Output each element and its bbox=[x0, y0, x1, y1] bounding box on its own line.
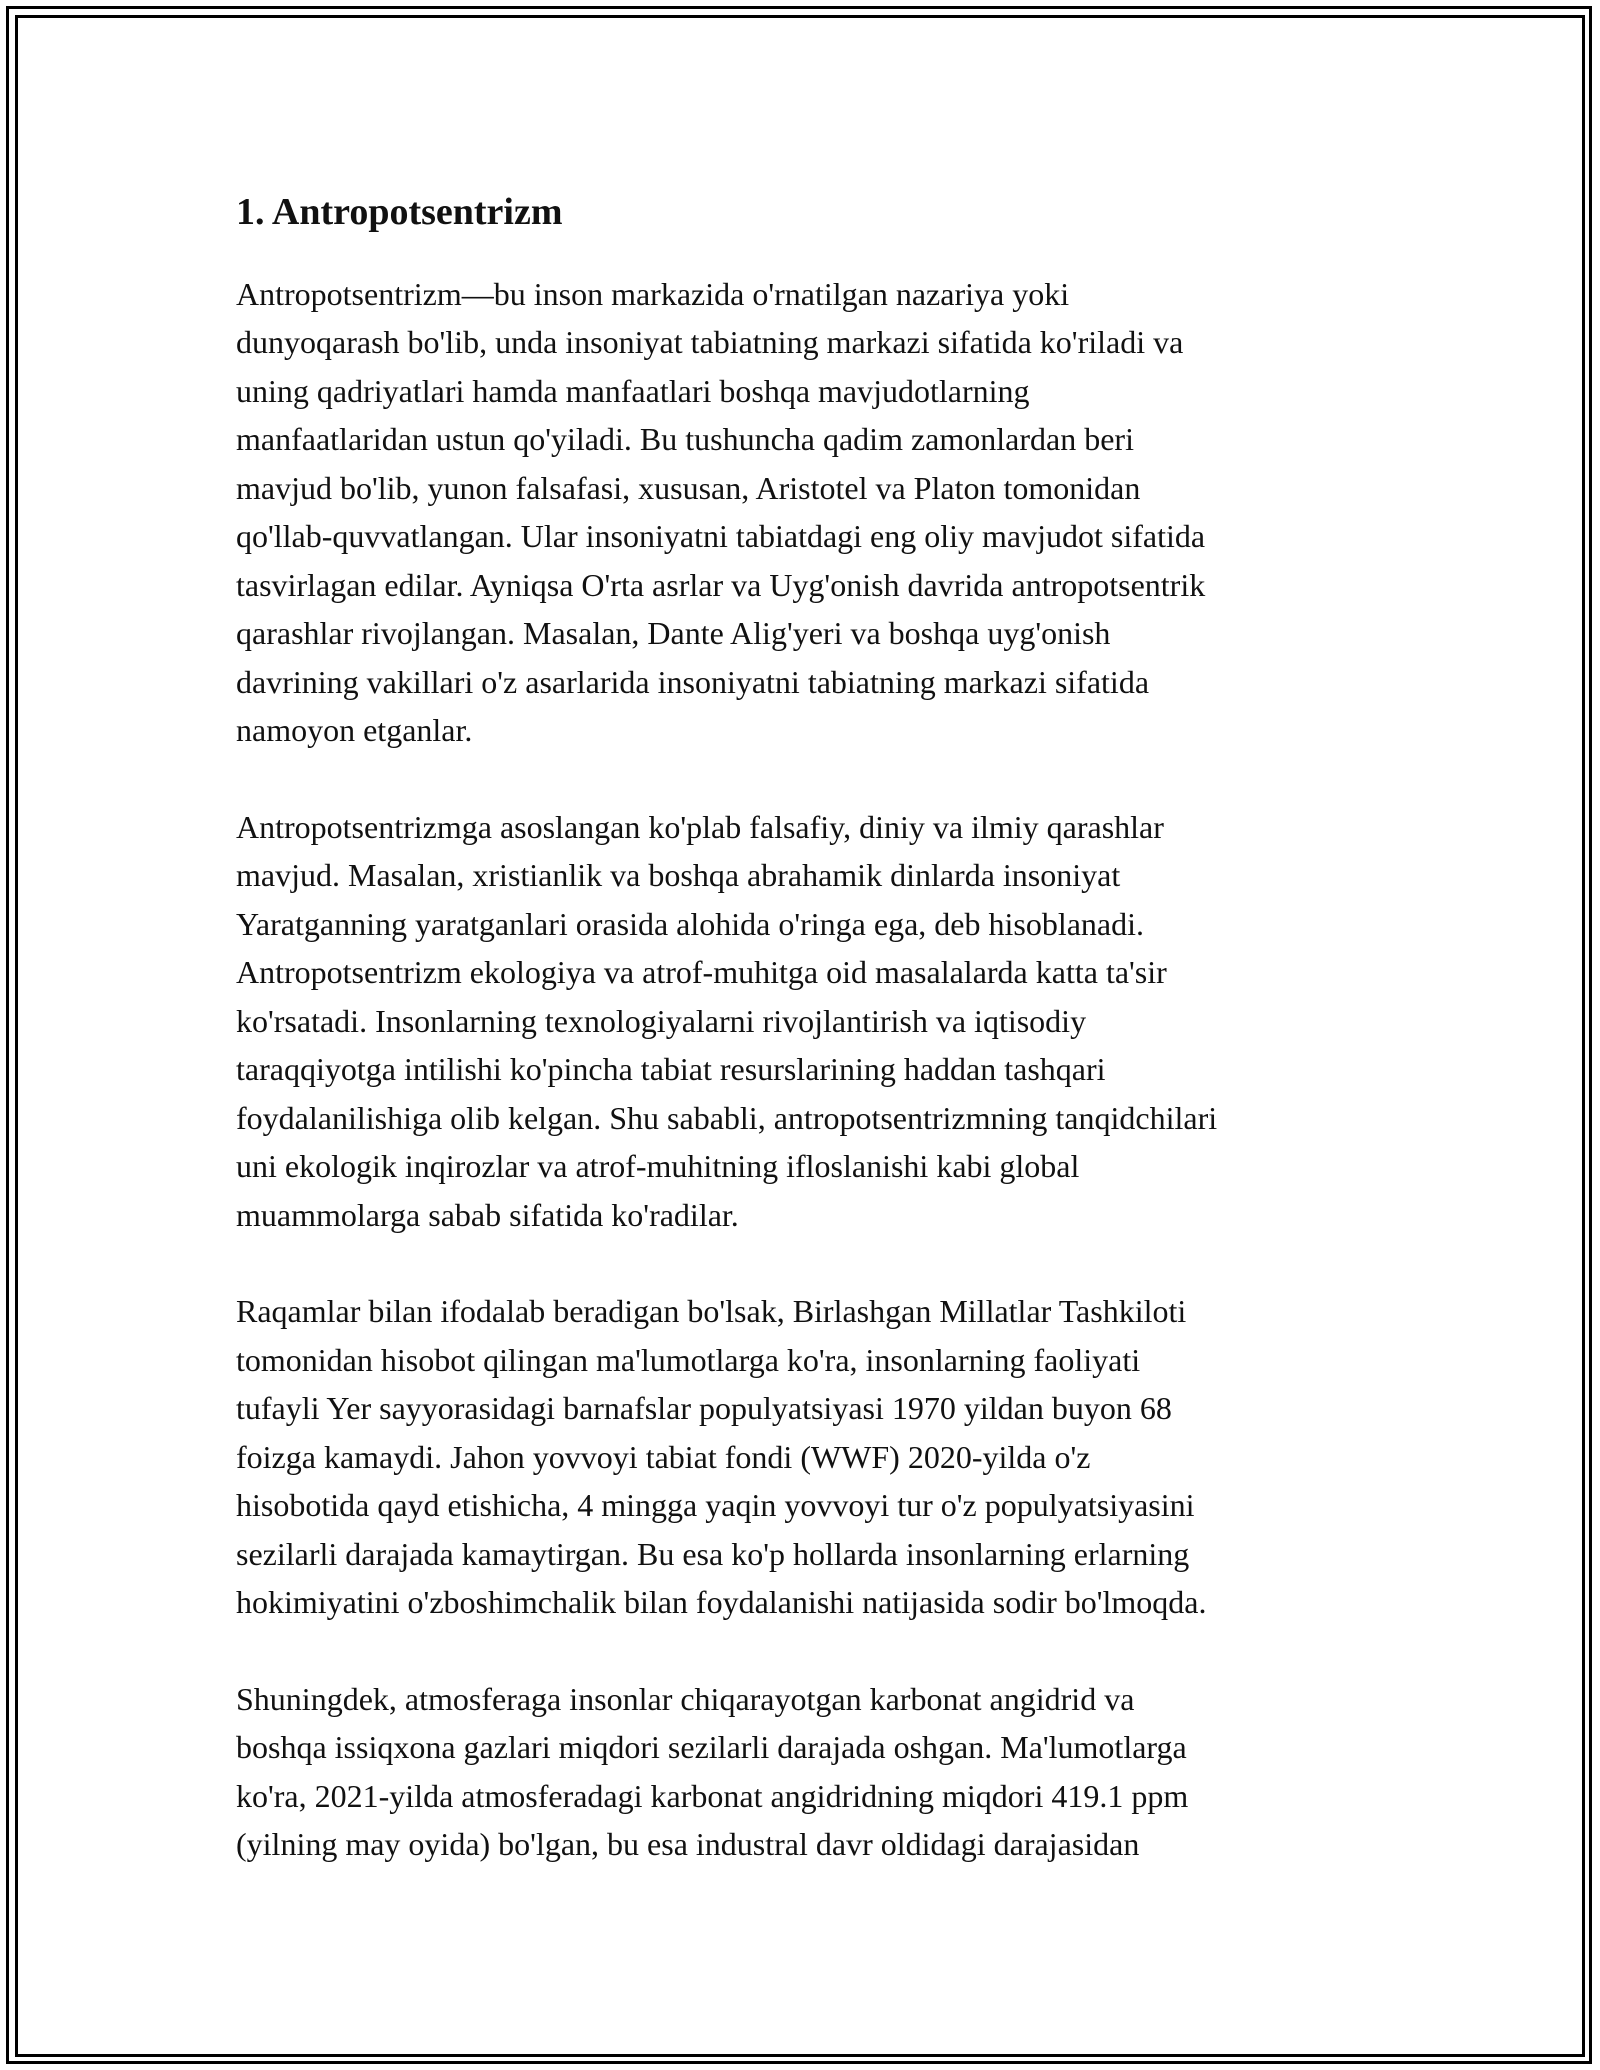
text-line: manfaatlaridan ustun qo'yiladi. Bu tushuncha qadim zamonlardan beri bbox=[236, 421, 1134, 458]
text-line: ko'rsatadi. Insonlarning texnologiyalarni rivojlantirish va iqtisodiy bbox=[236, 1002, 1087, 1039]
text-line: hokimiyatini o'zboshimchalik bilan foydalanishi natijasida sodir bo'lmoqda. bbox=[236, 1584, 1207, 1621]
text-line: mavjud bo'lib, yunon falsafasi, xususan, Aristotel va Platon tomonidan bbox=[236, 469, 1141, 506]
text-line: ko'ra, 2021-yilda atmosferadagi karbonat angidridning miqdori 419.1 ppm bbox=[236, 1777, 1189, 1814]
text-line: uning qadriyatlari hamda manfaatlari boshqa mavjudotlarning bbox=[236, 372, 1030, 409]
text-line: hisobotida qayd etishicha, 4 mingga yaqin yovvoyi tur o'z populyatsiyasini bbox=[236, 1487, 1195, 1524]
text-line: taraqqiyotga intilishi ko'pincha tabiat resurslarining haddan tashqari bbox=[236, 1051, 1106, 1088]
paragraph-2 bbox=[236, 803, 1366, 1240]
text-line: namoyon etganlar. bbox=[236, 712, 473, 749]
text-line: muammolarga sabab sifatida ko'radilar. bbox=[236, 1196, 739, 1233]
document-body bbox=[236, 180, 1366, 1917]
text-line: dunyoqarash bo'lib, unda insoniyat tabiatning markazi sifatida ko'riladi va bbox=[236, 324, 1184, 361]
paragraph-3 bbox=[236, 1287, 1366, 1627]
text-line: foizga kamaydi. Jahon yovvoyi tabiat fondi (WWF) 2020-yilda o'z bbox=[236, 1438, 1091, 1475]
text-line: tasvirlagan edilar. Ayniqsa O'rta asrlar va Uyg'onish davrida antropotsentrik bbox=[236, 566, 1206, 603]
text-line: uni ekologik inqirozlar va atrof-muhitning ifloslanishi kabi global bbox=[236, 1148, 1080, 1185]
text-line: qarashlar rivojlangan. Masalan, Dante Alig'yeri va boshqa uyg'onish bbox=[236, 615, 1111, 652]
text-line: tomonidan hisobot qilingan ma'lumotlarga ko'ra, insonlarning faoliyati bbox=[236, 1341, 1141, 1378]
text-line: mavjud. Masalan, xristianlik va boshqa abrahamik dinlarda insoniyat bbox=[236, 857, 1121, 894]
text-line: Raqamlar bilan ifodalab beradigan bo'lsak, Birlashgan Millatlar Tashkiloti bbox=[236, 1293, 1187, 1330]
text-line: Antropotsentrizmga asoslangan ko'plab falsafiy, diniy va ilmiy qarashlar bbox=[236, 808, 1164, 845]
text-line: Antropotsentrizm—bu inson markazida o'rnatilgan nazariya yoki bbox=[236, 275, 1070, 312]
text-line: Yaratganning yaratganlari orasida alohida o'ringa ega, deb hisoblanadi. bbox=[236, 905, 1144, 942]
text-line: tufayli Yer sayyorasidagi barnafslar populyatsiyasi 1970 yildan buyon 68 bbox=[236, 1390, 1172, 1427]
text-line: (yilning may oyida) bo'lgan, bu esa industral davr oldidagi darajasidan bbox=[236, 1826, 1140, 1863]
text-line: foydalanilishiga olib kelgan. Shu sababli, antropotsentrizmning tanqidchilari bbox=[236, 1099, 1218, 1136]
page-title: 1. Antropotsentrizm bbox=[236, 191, 563, 233]
text-line: boshqa issiqxona gazlari miqdori sezilarli darajada oshgan. Ma'lumotlarga bbox=[236, 1729, 1187, 1766]
text-line: davrining vakillari o'z asarlarida insoniyatni tabiatning markazi sifatida bbox=[236, 663, 1150, 700]
text-line: qo'llab-quvvatlangan. Ular insoniyatni tabiatdagi eng oliy mavjudot sifatida bbox=[236, 518, 1206, 555]
text-line: Shuningdek, atmosferaga insonlar chiqarayotgan karbonat angidrid va bbox=[236, 1680, 1135, 1717]
paragraph-4 bbox=[236, 1675, 1366, 1869]
paragraph-1 bbox=[236, 270, 1366, 755]
text-line: sezilarli darajada kamaytirgan. Bu esa ko'p hollarda insonlarning erlarning bbox=[236, 1535, 1190, 1572]
text-line: Antropotsentrizm ekologiya va atrof-muhitga oid masalalarda katta ta'sir bbox=[236, 954, 1167, 991]
